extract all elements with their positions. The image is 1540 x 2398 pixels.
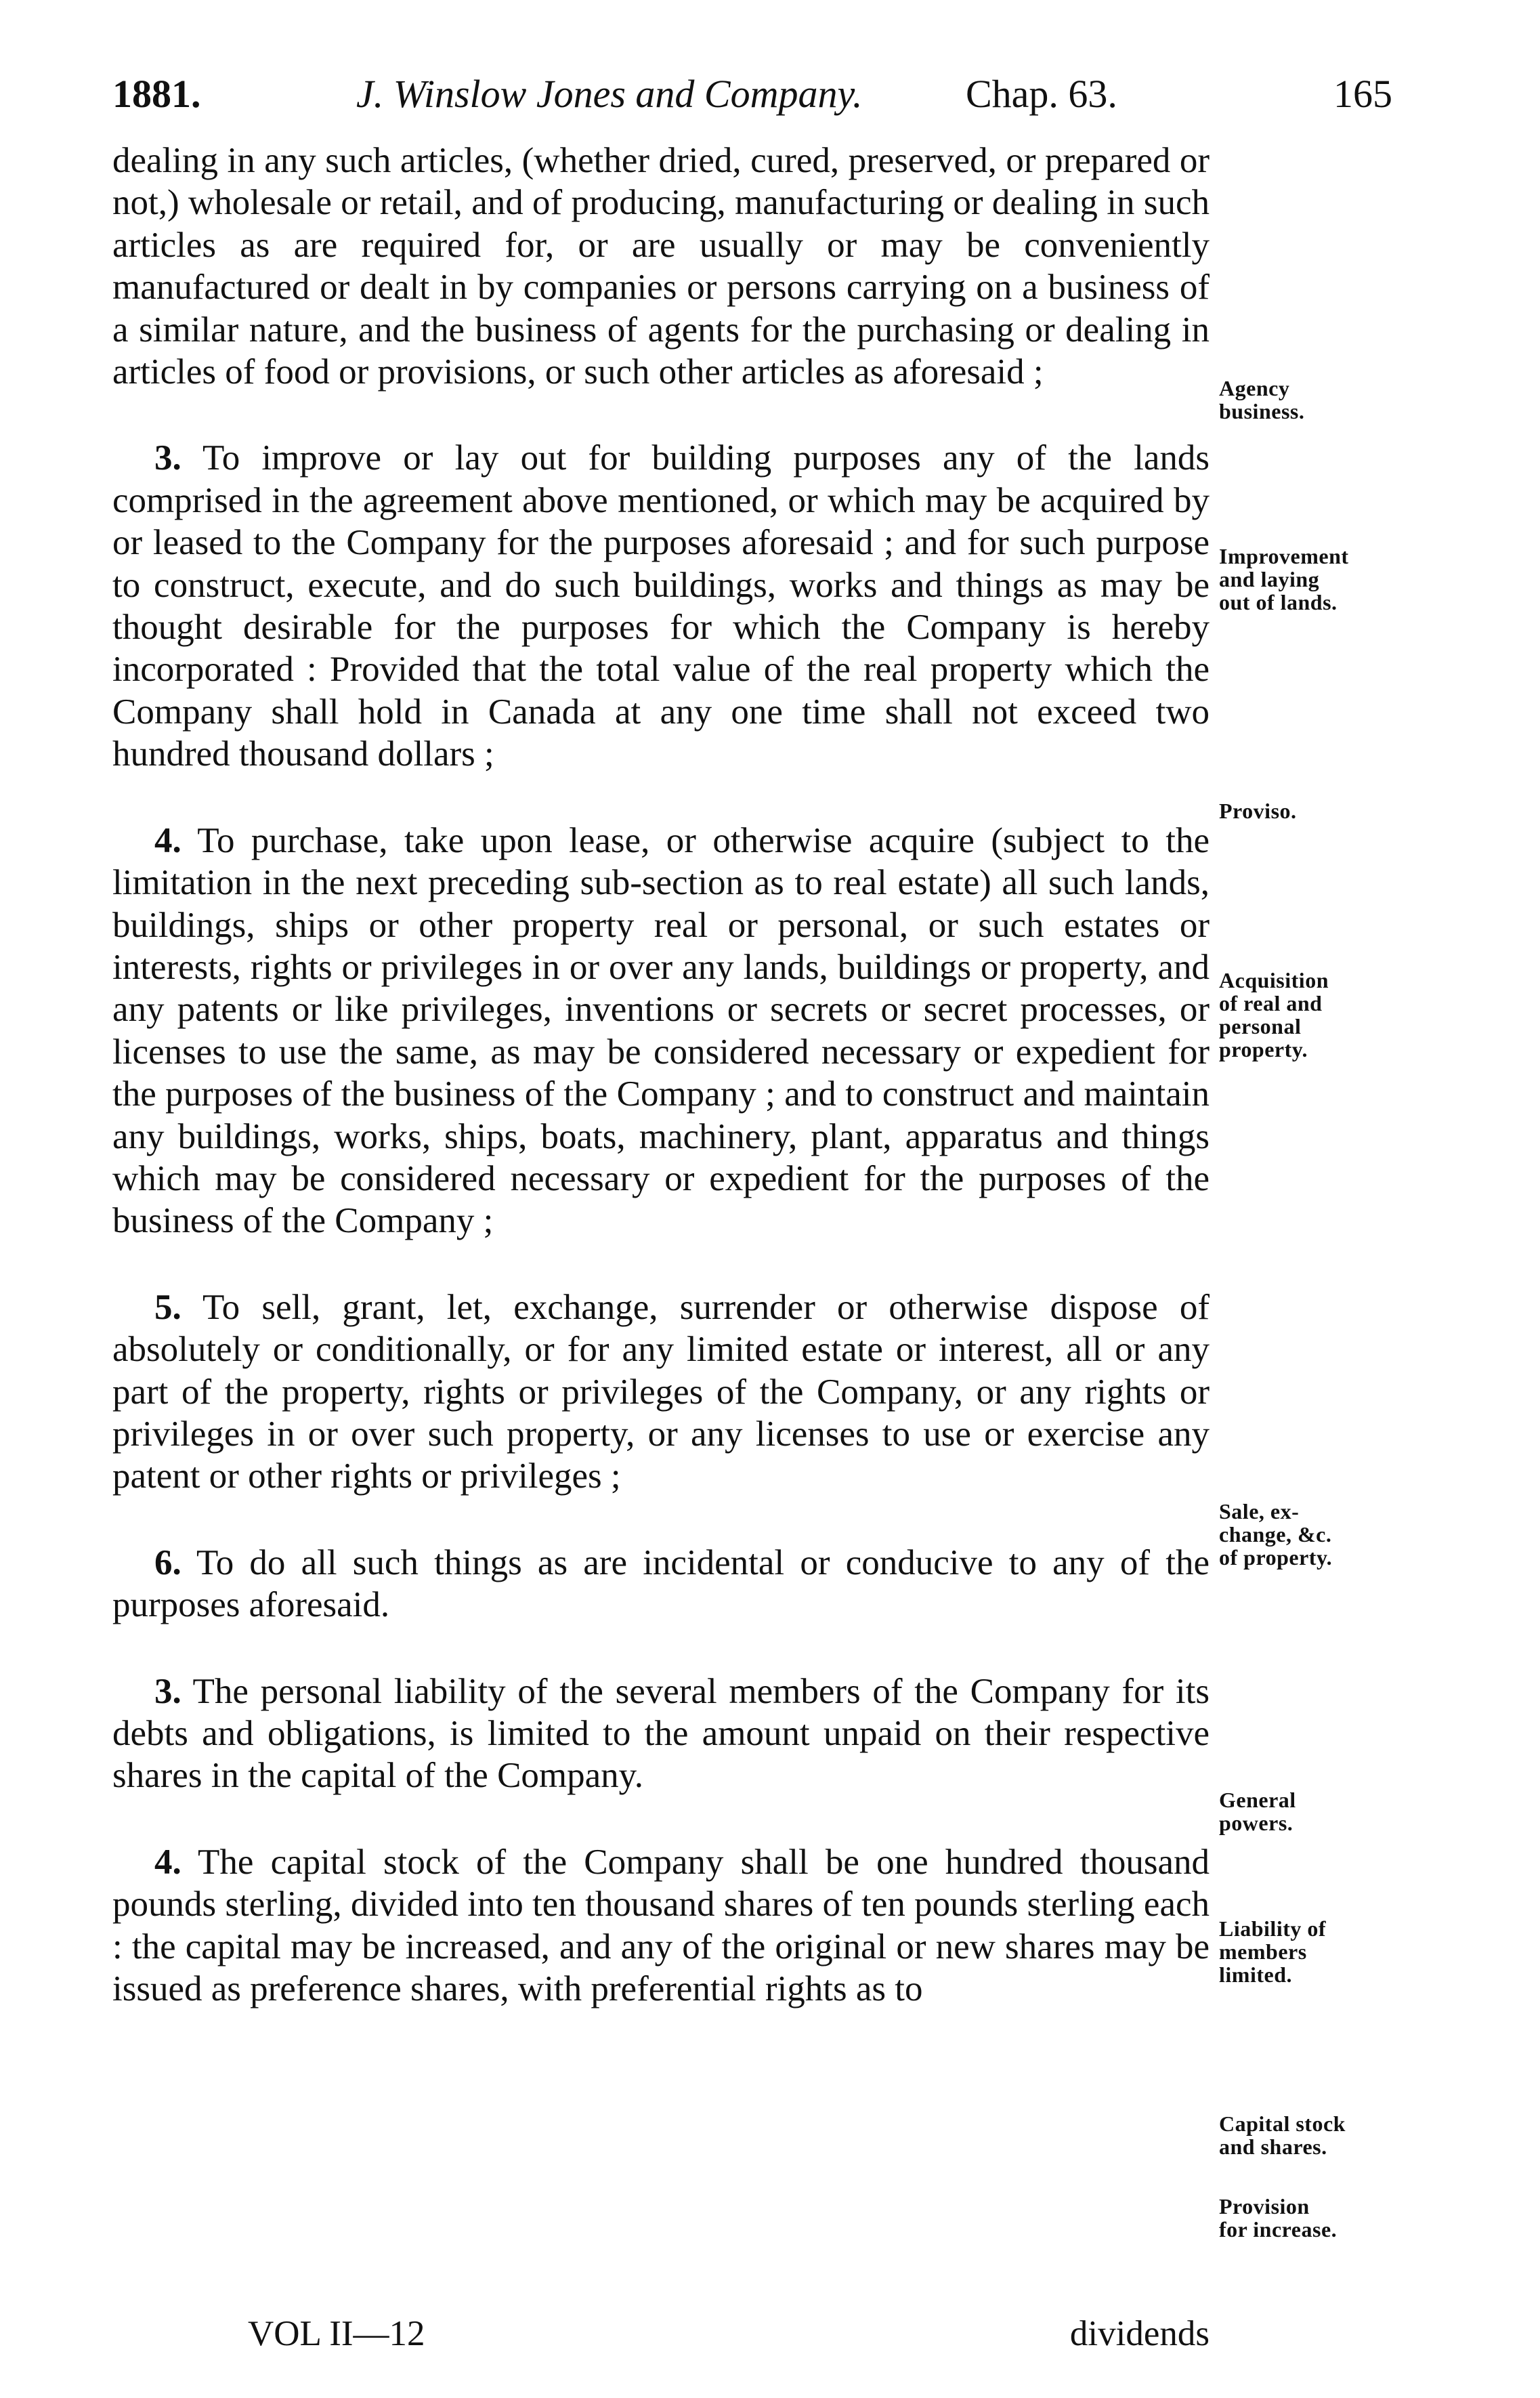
paragraph [112, 1542, 1210, 1626]
margin-note-line: Liability of [1219, 1916, 1327, 1941]
margin-note-line: for increase. [1219, 2217, 1338, 2242]
margin-note-line: property. [1219, 1037, 1308, 1061]
margin-note-line: personal [1219, 1014, 1302, 1038]
paragraph-text: The personal liability of the several members of the Company for its debts and obligations, is limited to the amount unpaid on their respective shares in the capital of the Company. [112, 1671, 1210, 1796]
header-year: 1881. [112, 72, 201, 116]
paragraph-number: 6. [154, 1542, 181, 1582]
margin-note [1219, 1500, 1422, 1569]
paragraph-number: 3. [154, 438, 181, 478]
main-text [112, 140, 1210, 2054]
margin-note-line: and shares. [1219, 2134, 1327, 2159]
header-chapter: Chap. 63. [966, 72, 1117, 116]
margin-note [1219, 969, 1422, 1061]
margin-note-line: Proviso. [1219, 799, 1297, 823]
margin-note [1219, 2195, 1422, 2241]
volume-signature: VOL II—12 [248, 2314, 425, 2353]
paragraph [112, 140, 1210, 393]
margin-note-line: Agency [1219, 376, 1290, 400]
margin-note-line: and laying [1219, 567, 1320, 591]
margin-note-line: powers. [1219, 1811, 1293, 1835]
margin-note [1219, 1788, 1422, 1834]
margin-note-line: of property. [1219, 1545, 1333, 1570]
catchword: dividends [1069, 2314, 1210, 2353]
paragraph [112, 1841, 1210, 2011]
margin-note-line: change, &c. [1219, 1522, 1332, 1547]
section-number: 3. [154, 1671, 181, 1711]
paragraph [112, 1670, 1210, 1797]
paragraph-text: dealing in any such articles, (whether dried, cured, preserved, or prepared or not,) wholesale or retail, and of producing, manufacturing or dealing in such articles as are required for, or are usually or may be conveniently manufactured or dealt in by companies or persons carrying on a business of a similar nature, and the business of agents for the purchasing or dealing in articles of food or provisions, or such other articles as aforesaid ; [112, 141, 1210, 392]
paragraph-text: To improve or lay out for building purposes any of the lands comprised in the agreement above mentioned, or which may be acquired by or leased to the Company for the purposes aforesaid ; and for such purpose to construct, execute, and do such buildings, works and things as may be thought desirable for the purposes for which the Company is hereby incorporated : Provided that the total value of the real property which the Company shall hold in Canada at any one time shall not exceed two hundred thousand dollars ; [112, 438, 1210, 774]
margin-note [1219, 799, 1422, 822]
header-title: J. Winslow Jones and Company. [356, 72, 863, 116]
paragraph-number: 5. [154, 1287, 181, 1327]
paragraph [112, 437, 1210, 775]
paragraph-number: 4. [154, 820, 181, 860]
page-number: 165 [1333, 72, 1392, 116]
margin-note [1219, 1917, 1422, 1986]
margin-note-line: General [1219, 1788, 1296, 1812]
margin-note-line: Sale, ex- [1219, 1499, 1300, 1523]
margin-note-line: Capital stock [1219, 2111, 1346, 2136]
paragraph-text: To sell, grant, let, exchange, surrender or otherwise dispose of absolutely or conditionally, or for any limited estate or interest, all or any part of the property, rights or privileges of the Company, or any rights or privileges in or over such property, or any licenses to use or exercise any patent or other rights or privileges ; [112, 1287, 1210, 1496]
running-header [112, 70, 1392, 118]
margin-note [1219, 2112, 1422, 2158]
margin-note-line: of real and [1219, 991, 1323, 1015]
page-footer [112, 2313, 1210, 2355]
paragraph-text: To purchase, take upon lease, or otherwise acquire (subject to the limitation in the next preceding sub-section as to real estate) all such lands, buildings, ships or other property real or personal, or such estates or interests, rights or privileges in or over any lands, buildings or property, and any patents or like privileges, inventions or secrets or secret processes, or licenses to use the same, as may be considered necessary or expedient for the purposes of the business of the Company ; and to construct and maintain any buildings, works, ships, boats, machinery, plant, apparatus and things which may be considered necessary or expedient for the purposes of the business of the Company ; [112, 820, 1210, 1241]
paragraph-text: The capital stock of the Company shall be one hundred thousand pounds sterling, divided into ten thousand shares of ten pounds sterling each : the capital may be increased, and any of the original or new shares may be issued as preference shares, with preferential rights as to [112, 1842, 1210, 2009]
margin-note-line: out of lands. [1219, 590, 1338, 614]
margin-note-line: members [1219, 1939, 1307, 1964]
margin-note [1219, 545, 1422, 614]
section-number: 4. [154, 1842, 181, 1882]
paragraph-text: To do all such things as are incidental or conducive to any of the purposes aforesaid. [112, 1542, 1210, 1625]
margin-note-line: business. [1219, 399, 1305, 423]
margin-note-line: limited. [1219, 1962, 1292, 1987]
margin-note-line: Improvement [1219, 544, 1349, 568]
paragraph [112, 820, 1210, 1242]
margin-note-line: Provision [1219, 2194, 1310, 2218]
paragraph [112, 1286, 1210, 1498]
margin-note [1219, 377, 1422, 423]
margin-note-line: Acquisition [1219, 968, 1329, 992]
